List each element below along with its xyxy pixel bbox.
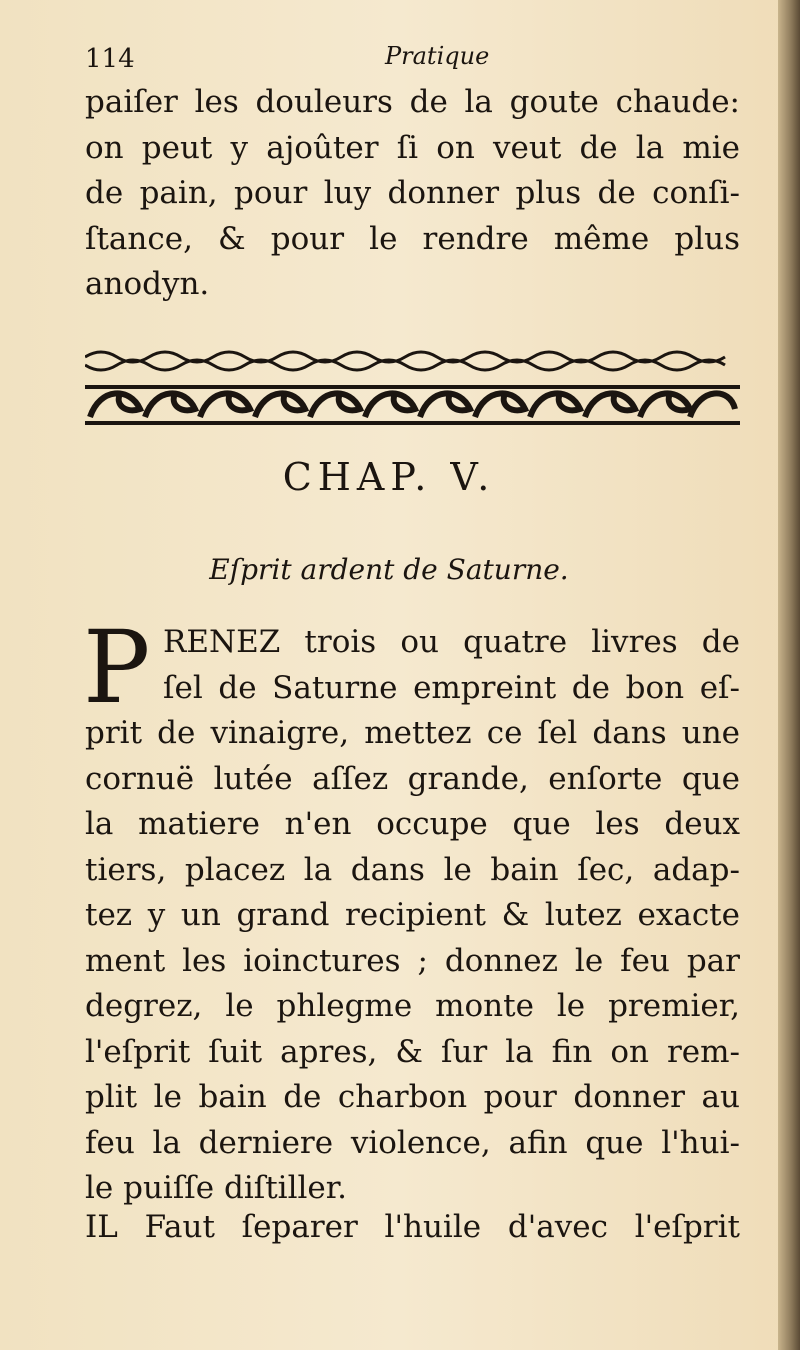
text-line: ſel de Saturne empreint de bon eſ- — [163, 669, 740, 706]
text-line: tiers, placez la dans le bain ſec, adap- — [85, 851, 740, 888]
text-line: plit le bain de charbon pour donner au — [85, 1079, 740, 1115]
chapter-subtitle: Eſprit ardent de Saturne. — [209, 553, 569, 586]
text-line: ment les ioinctures ; donnez le feu par — [85, 942, 740, 979]
text-line: la matiere n'en occupe que les deux — [85, 806, 740, 842]
text-line: paiſer les douleurs de la goute chaude: — [85, 84, 740, 120]
text-line: tez y un grand recipient & lutez exacte — [85, 897, 740, 933]
page-header — [85, 38, 725, 78]
text-line: ſtance, & pour le rendre même plus — [85, 220, 740, 257]
text-line: prit de vinaigre, mettez ce ſel dans une — [85, 715, 740, 751]
paragraph-continuation — [85, 80, 740, 308]
page-number: 114 — [85, 44, 135, 74]
page-edge — [778, 0, 800, 1350]
text-line: IL Faut ſeparer l'huile d'avec l'eſprit — [85, 1209, 740, 1245]
paragraph-next — [85, 1205, 740, 1251]
text-line: RENEZ trois ou quatre livres de — [163, 624, 740, 660]
running-head: Pratique — [385, 42, 490, 70]
drop-cap: P — [83, 609, 151, 726]
text-line: degrez, le phlegme monte le premier, — [85, 988, 740, 1024]
text-line: on peut y ajoûter ſi on veut de la mie — [85, 129, 740, 166]
decorative-ornament-band — [85, 345, 740, 430]
text-line: l'eſprit ſuit apres, & ſur la fin on rem- — [85, 1033, 740, 1070]
paragraph-main — [83, 609, 740, 1212]
text-line: cornuë lutée aſſez grande, enſorte que — [85, 760, 740, 797]
text-line: le puiſſe diſtiller. — [85, 1170, 348, 1206]
text-line: feu la derniere violence, afin que l'hui- — [85, 1124, 740, 1161]
chapter-title: CHAP. V. — [282, 455, 496, 499]
text-line: anodyn. — [85, 266, 210, 302]
text-line: de pain, pour luy donner plus de conſi- — [85, 175, 740, 211]
